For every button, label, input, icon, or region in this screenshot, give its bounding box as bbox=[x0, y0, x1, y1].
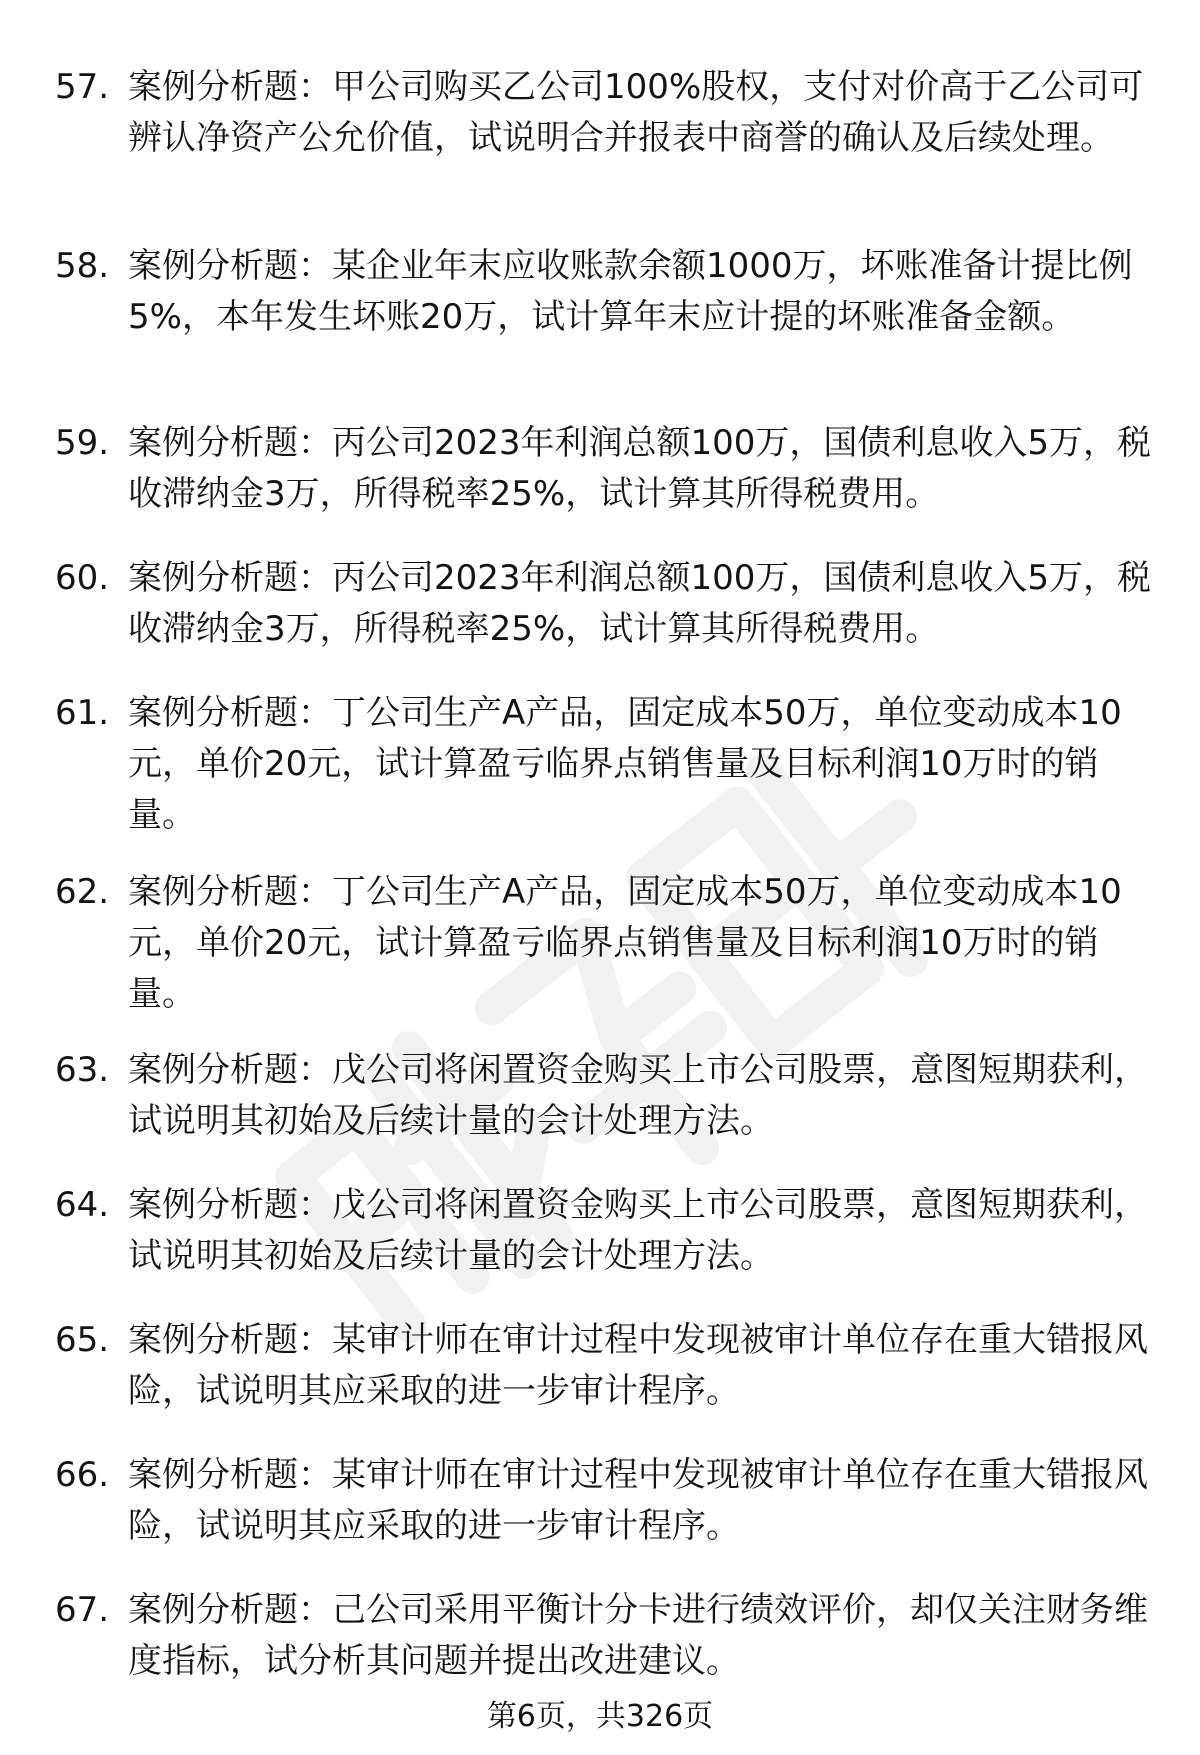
question-number: 63. bbox=[55, 1050, 110, 1090]
question-text: 案例分析题：甲公司购买乙公司100%股权，支付对价高于乙公司可辨认净资产公允价值，试说明合并报表中商誉的确认及后续处理。 bbox=[128, 67, 1144, 158]
question-text: 案例分析题：戊公司将闲置资金购买上市公司股票，意图短期获利，试说明其初始及后续计量的会计处理方法。 bbox=[128, 1050, 1148, 1141]
question-text: 案例分析题：戊公司将闲置资金购买上市公司股票，意图短期获利，试说明其初始及后续计量的会计处理方法。 bbox=[128, 1185, 1148, 1276]
question-number: 57. bbox=[55, 67, 110, 107]
question-text: 案例分析题：丙公司2023年利润总额100万，国债利息收入5万，税收滞纳金3万，所得税率25%，试计算其所得税费用。 bbox=[128, 423, 1152, 514]
question-text: 案例分析题：丁公司生产A产品，固定成本50万，单位变动成本10元，单价20元，试计算盈亏临界点销售量及目标利润10万时的销量。 bbox=[128, 693, 1122, 835]
question-number: 61. bbox=[55, 693, 110, 733]
question-number: 66. bbox=[55, 1455, 110, 1495]
question-text: 案例分析题：丙公司2023年利润总额100万，国债利息收入5万，税收滞纳金3万，所得税率25%，试计算其所得税费用。 bbox=[128, 558, 1152, 649]
question-number: 58. bbox=[55, 246, 110, 286]
question-number: 62. bbox=[55, 872, 110, 912]
question-text: 案例分析题：己公司采用平衡计分卡进行绩效评价，却仅关注财务维度指标，试分析其问题并提出改进建议。 bbox=[128, 1590, 1148, 1681]
question-number: 64. bbox=[55, 1185, 110, 1225]
question-text: 案例分析题：某审计师在审计过程中发现被审计单位存在重大错报风险，试说明其应采取的进一步审计程序。 bbox=[128, 1320, 1148, 1411]
question-text: 案例分析题：某审计师在审计过程中发现被审计单位存在重大错报风险，试说明其应采取的进一步审计程序。 bbox=[128, 1455, 1148, 1546]
question-text: 案例分析题：丁公司生产A产品，固定成本50万，单位变动成本10元，单价20元，试计算盈亏临界点销售量及目标利润10万时的销量。 bbox=[128, 872, 1122, 1014]
question-number: 59. bbox=[55, 423, 110, 463]
question-text: 案例分析题：某企业年末应收账款余额1000万，坏账准备计提比例5%，本年发生坏账20万，试计算年末应计提的坏账准备金额。 bbox=[128, 246, 1133, 337]
page-indicator: 第6页，共326页 bbox=[486, 1699, 714, 1734]
question-number: 60. bbox=[55, 558, 110, 598]
question-number: 67. bbox=[55, 1590, 110, 1630]
question-number: 65. bbox=[55, 1320, 110, 1360]
